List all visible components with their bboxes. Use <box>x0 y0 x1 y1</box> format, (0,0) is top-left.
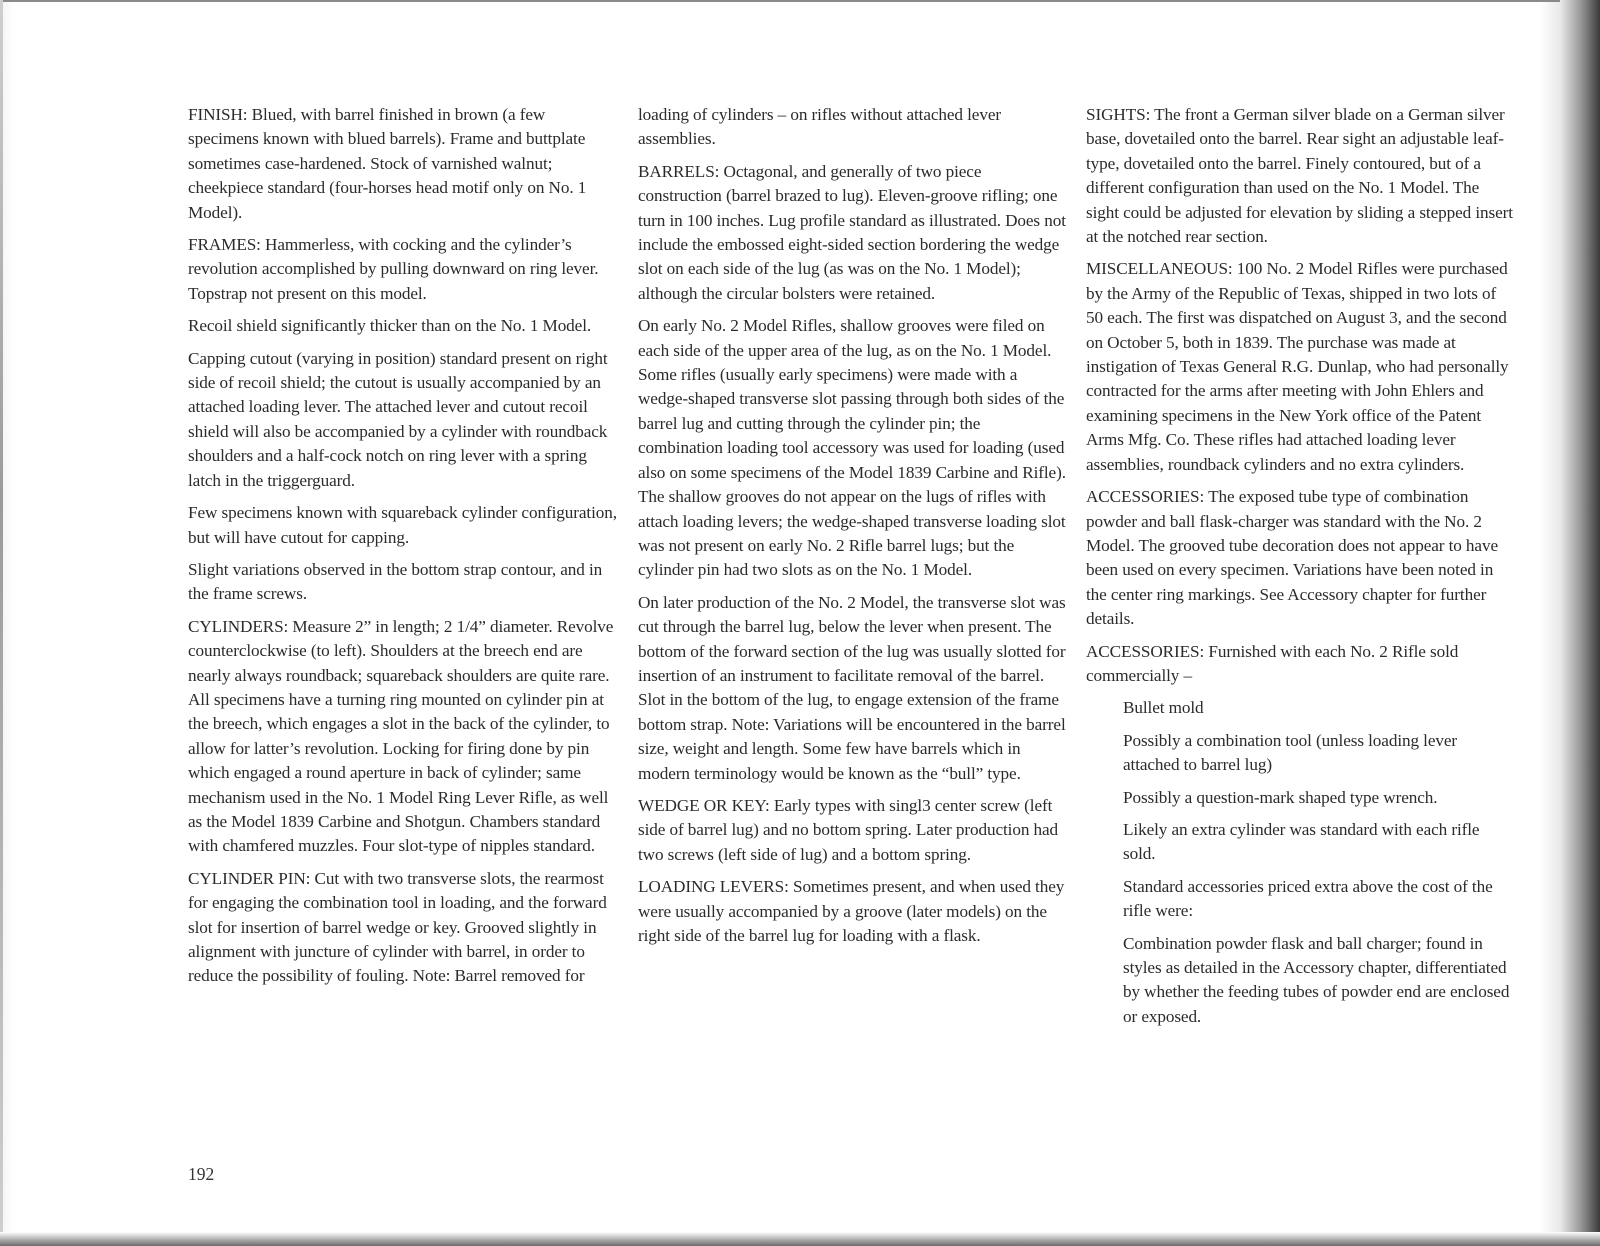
list-item: Combination powder flask and ball charger; found in styles as detailed in the Accessory chapter, differentiated by whether the feeding tubes of powder end are enclosed or exposed. <box>1123 933 1510 1026</box>
paragraph-cylinder-pin: CYLINDER PIN: Cut with two transverse slots, the rearmost for engaging the combination tool in loading, and the forward slot for insertion of barrel wedge or key. Grooved slightly in alignment with juncture of cylinder with barrel, in order to reduce the possibility of fouling. Note: Barrel removed for <box>188 868 607 986</box>
paragraph-miscellaneous: MISCELLANEOUS: 100 No. 2 Model Rifles were purchased by the Army of the Republic of Texas, shipped in two lots of 50 each. The first was dispatched on August 3, and the second on October 5, both in 1839. The purchase was made at instigation of Texas General R.G. Dunlap, who had personally contracted for the arms after meeting with John Ehlers and examining specimens in the New York office of the Patent Arms Mfg. Co. These rifles had attached loading lever assemblies, roundback cylinders and no extra cylinders. <box>1086 259 1509 474</box>
paragraph-cylinders: CYLINDERS: Measure 2” in length; 2 1/4” diameter. Revolve counterclockwise (to left). Shoulders at the breech end are nearly always roundback; squareback shoulders are quite rare. All specimens have a turning ring mounted on cylinder pin at the breech, which engages a slot in the back of the cylinder, to allow for latter’s revolution. Locking for firing done by pin which engaged a round aperture in back of cylinder; same mechanism used in the No. 1 Model Ring Lever Rifle, as well as the Model 1839 Carbine and Shotgun. Chambers standard with chamfered muzzles. Four slot-type of nipples standard. <box>188 616 614 856</box>
paragraph-wedge-or-key: WEDGE OR KEY: Early types with singl3 center screw (left side of barrel lug) and no bottom spring. Later production had two screws (left side of lug) and a bottom spring. <box>638 795 1059 864</box>
list-item: Possibly a combination tool (unless loading lever attached to barrel lug) <box>1123 730 1458 775</box>
paragraph-accessories-furnished: ACCESSORIES: Furnished with each No. 2 Rifle sold commercially – <box>1086 641 1459 685</box>
paragraph-recoil-shield: Recoil shield significantly thicker than on the No. 1 Model. <box>188 316 592 336</box>
paragraph-loading-continued: loading of cylinders – on rifles without attached lever assemblies. <box>638 105 1001 149</box>
top-edge-rule <box>0 0 1560 2</box>
paragraph-accessories-flask: ACCESSORIES: The exposed tube type of combination powder and ball flask-charger was standard with the No. 2 Model. The grooved tube decoration does not appear to have been used on every specimen. Variations have been noted in the center ring markings. See Accessory chapter for further details. <box>1086 487 1498 629</box>
paragraph-sights: SIGHTS: The front a German silver blade on a German silver base, dovetailed onto the barrel. Rear sight an adjustable leaf-type, dovetailed onto the barrel. Finely contoured, but of a different configuration than used on the No. 1 Model. The sight could be adjusted for elevation by sliding a stepped insert at the notched rear section. <box>1086 105 1513 247</box>
text-column-2 <box>638 103 1068 956</box>
list-item: Bullet mold <box>1123 698 1204 718</box>
paragraph-early-rifles: On early No. 2 Model Rifles, shallow grooves were filed on each side of the upper area of the lug, as on the No. 1 Model. Some rifles (usually early specimens) were made with a wedge-shaped transverse slot passing through both sides of the barrel lug and cutting through the cylinder pin; the combination loading tool accessory was used for loading (used also on some specimens of the Model 1839 Carbine and Rifle). The shallow grooves do not appear on the lugs of rifles with attach loading levers; the wedge-shaped transverse loading slot was not present on early No. 2 Rifle barrel lugs; but the cylinder pin had two slots as on the No. 1 Model. <box>638 316 1066 580</box>
paragraph-frames: FRAMES: Hammerless, with cocking and the cylinder’s revolution accomplished by pulling downward on ring lever. Topstrap not present on this model. <box>188 235 599 303</box>
list-item: Likely an extra cylinder was standard with each rifle sold. <box>1123 819 1480 864</box>
paragraph-barrels: BARRELS: Octagonal, and generally of two piece construction (barrel brazed to lug). Eleven-groove rifling; one turn in 100 inches. Lug profile standard as illustrated. Does not include the embossed eight-sided section bordering the wedge slot on each side of the lug (as was on the No. 1 Model); although the circular bolsters were retained. <box>638 161 1066 303</box>
text-column-3 <box>1086 103 1516 1037</box>
paragraph-finish: FINISH: Blued, with barrel finished in brown (a few specimens known with blued barrels). Frame and buttplate sometimes case-hardened. Stock of varnished walnut; cheekpiece standard (four-horses head motif only on No. 1 Model). <box>188 105 587 222</box>
paragraph-squareback: Few specimens known with squareback cylinder configuration, but will have cutout for capping. <box>188 503 617 547</box>
bottom-page-shadow <box>0 1232 1600 1246</box>
paragraph-later-production: On later production of the No. 2 Model, the transverse slot was cut through the barrel lug, below the lever when present. The bottom of the forward section of the lug was usually slotted for insertion of an instrument to facilitate removal of the barrel. Slot in the bottom of the lug, to engage extension of the frame bottom strap. Note: Variations will be encountered in the barrel size, weight and length. Some few have barrels which in modern terminology would be known as the “bull” type. <box>638 592 1066 783</box>
paragraph-bottom-strap: Slight variations observed in the bottom strap contour, and in the frame screws. <box>188 559 603 604</box>
text-column-1 <box>188 103 618 997</box>
page-number: 192 <box>188 1164 215 1184</box>
paragraph-capping-cutout: Capping cutout (varying in position) standard present on right side of recoil shield; the cutout is usually accompanied by an attached loading lever. The attached lever and cutout recoil shield will also be accompanied by a cylinder with roundback shoulders and a half-cock notch on ring lever with a spring latch in the triggerguard. <box>188 348 608 490</box>
list-item: Possibly a question-mark shaped type wrench. <box>1123 787 1438 807</box>
paragraph-loading-levers: LOADING LEVERS: Sometimes present, and when used they were usually accompanied by a groove (later models) on the right side of the barrel lug for loading with a flask. <box>638 877 1065 945</box>
left-page-edge <box>0 0 3 1246</box>
list-item: Standard accessories priced extra above the cost of the rifle were: <box>1123 876 1493 921</box>
